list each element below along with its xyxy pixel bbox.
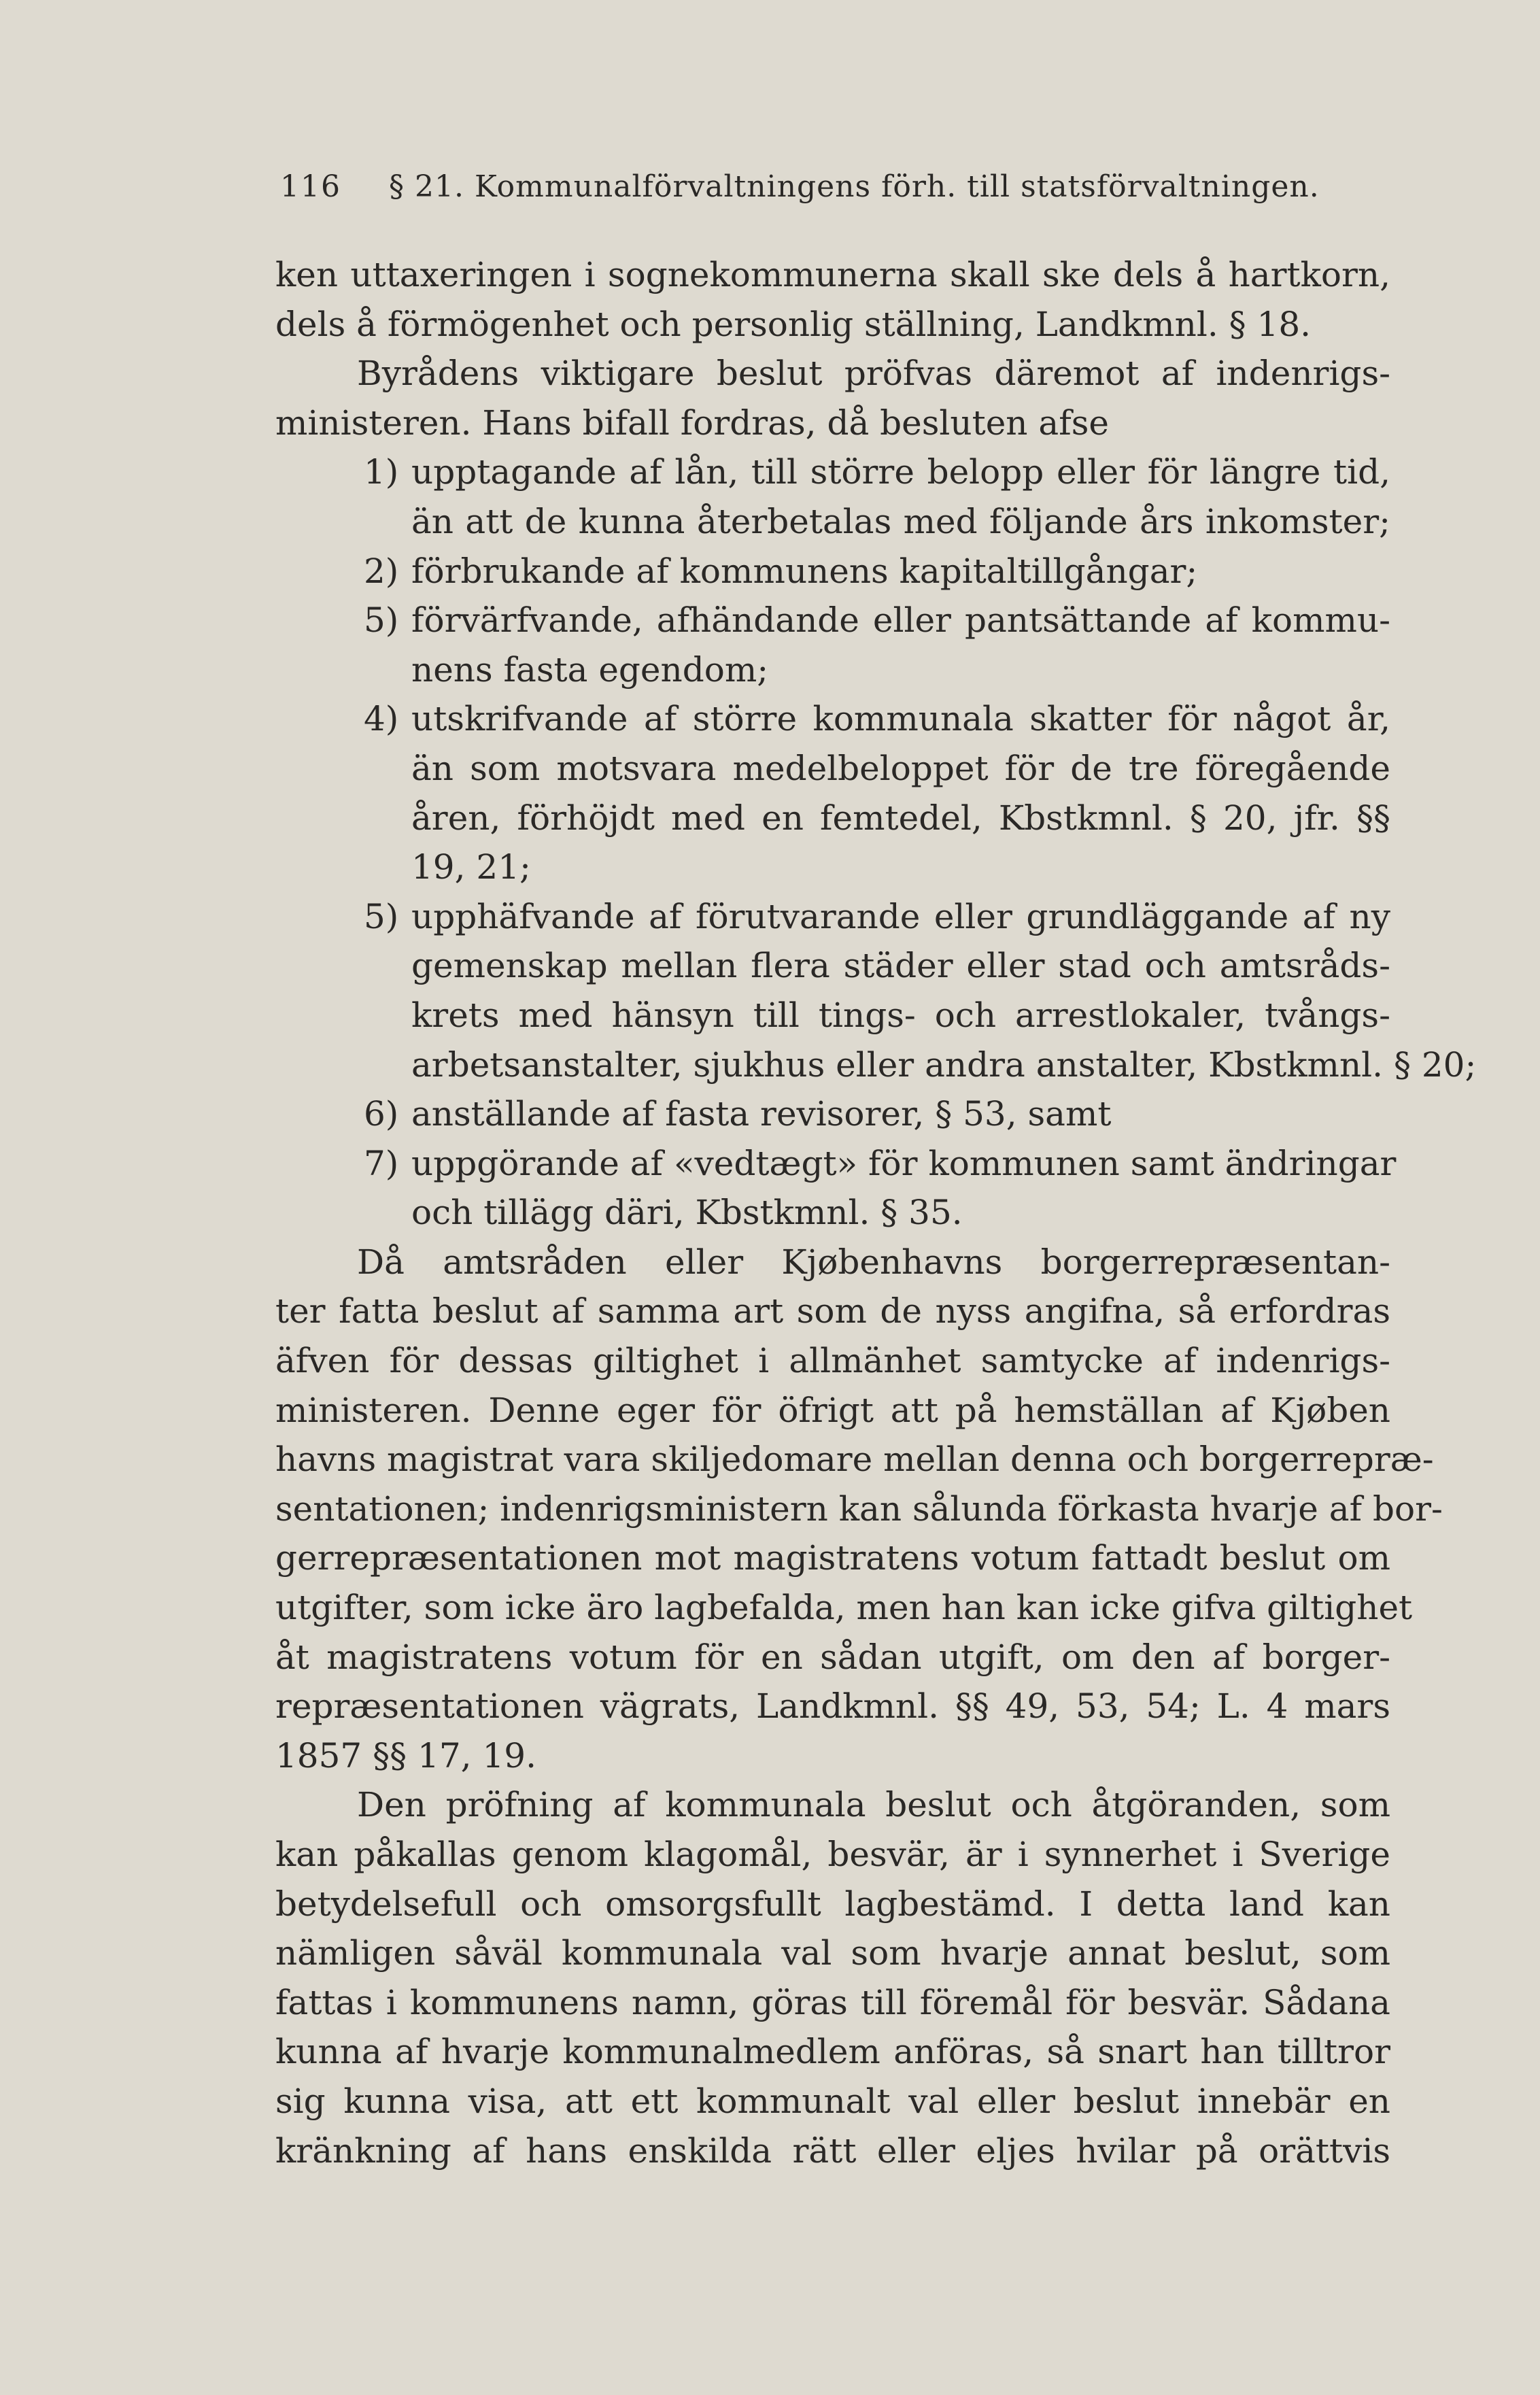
list-number: 5) (364, 896, 399, 936)
text-line: åt magistratens votum för en sådan utgift, om den af borger- (275, 1637, 1390, 1677)
list-number: 4) (364, 699, 399, 739)
running-header (280, 163, 1402, 211)
list-number: 7) (364, 1143, 399, 1183)
text-line: äfven för dessas giltighet i allmänhet samtycke af indenrigs- (275, 1341, 1390, 1381)
text-line: 1857 §§ 17, 19. (275, 1735, 536, 1776)
list-item-continuation: gemenskap mellan flera städer eller stad och amtsråds- (411, 946, 1390, 986)
text-line: fattas i kommunens namn, göras till föremål för besvär. Sådana (275, 1982, 1390, 2022)
list-item: 5) förvärfvande, afhändande eller pantsättande af kommu- (275, 596, 1390, 645)
text-line: repræsentationen vägrats, Landkmnl. §§ 49, 53, 54; L. 4 mars (275, 1686, 1390, 1727)
running-title: § 21. Kommunalförvaltningens förh. till statsförvaltningen. (389, 169, 1320, 204)
list-item-continuation: nens fasta egendom; (411, 649, 769, 690)
text-line: betydelsefull och omsorgsfullt lagbestämd. I detta land kan (275, 1884, 1390, 1924)
list-number: 6) (364, 1094, 399, 1134)
body-text (275, 250, 1477, 2175)
paragraph-start: Byrådens viktigare beslut pröfvas däremot af indenrigs- (357, 354, 1390, 394)
text-line: havns magistrat vara skiljedomare mellan denna och borgerrepræ- (275, 1440, 1434, 1480)
list-item-continuation: krets med hänsyn till tings- och arrestlokaler, tvångs- (411, 995, 1390, 1035)
text-line: utgifter, som icke äro lagbefalda, men han kan icke gifva giltighet (275, 1588, 1413, 1628)
text-line: ministeren. Hans bifall fordras, då besluten afse (275, 403, 1109, 443)
list-item: 1) upptagande af lån, till större belopp eller för längre tid, (275, 447, 1390, 497)
text-line: sentationen; indenrigsministern kan sålunda förkasta hvarje af bor- (275, 1489, 1443, 1529)
list-item: 6) anställande af fasta revisorer, § 53, samt (275, 1089, 1390, 1139)
list-item-continuation: arbetsanstalter, sjukhus eller andra anstalter, Kbstkmnl. § 20; (411, 1044, 1477, 1085)
page-number: 116 (280, 169, 341, 204)
text-line: kan påkallas genom klagomål, besvär, är i synnerhet i Sverige (275, 1835, 1390, 1874)
text-line: ter fatta beslut af samma art som de nyss angifna, så erfordras (275, 1291, 1390, 1331)
text-line: sig kunna visa, att ett kommunalt val eller beslut innebär en (275, 2081, 1390, 2121)
text-line: kunna af hvarje kommunalmedlem anföras, så snart han tilltror (275, 2032, 1390, 2072)
text-line: ken uttaxeringen i sognekommunerna skall ske dels å hartkorn, (275, 255, 1390, 294)
text-line: kränkning af hans enskilda rätt eller eljes hvilar på orättvis (275, 2130, 1390, 2171)
list-item-continuation: 19, 21; (411, 847, 531, 887)
list-number: 1) (364, 452, 399, 492)
list-item-continuation: än att de kunna återbetalas med följande års inkomster; (411, 501, 1390, 541)
paragraph-start: Då amtsråden eller Kjøbenhavns borgerrepræsentan- (357, 1242, 1390, 1282)
list-number: 2) (364, 551, 399, 591)
text-line: gerrepræsentationen mot magistratens votum fattadt beslut om (275, 1538, 1390, 1578)
paragraph-start: Den pröfning af kommunala beslut och åtgöranden, som (357, 1785, 1390, 1825)
list-item: 5) upphäfvande af förutvarande eller grundläggande af ny (275, 892, 1390, 942)
text-line: nämligen såväl kommunala val som hvarje annat beslut, som (275, 1933, 1390, 1973)
list-item-continuation: och tillägg däri, Kbstkmnl. § 35. (411, 1193, 963, 1233)
list-item-continuation: åren, förhöjdt med en femtedel, Kbstkmnl. § 20, jfr. §§ (411, 798, 1390, 838)
list-item: 7) uppgörande af «vedtægt» för kommunen samt ändringar (275, 1139, 1390, 1189)
list-item: 4) utskrifvande af större kommunala skatter för något år, (275, 694, 1390, 744)
text-line: dels å förmögenhet och personlig ställning, Landkmnl. § 18. (275, 304, 1312, 344)
list-number: 5) (364, 600, 399, 641)
list-item-continuation: än som motsvara medelbeloppet för de tre föregående (411, 748, 1390, 788)
list-item: 2) förbrukande af kommunens kapitaltillgångar; (275, 547, 1390, 596)
text-line: ministeren. Denne eger för öfrigt att på hemställan af Kjøben (275, 1390, 1390, 1430)
